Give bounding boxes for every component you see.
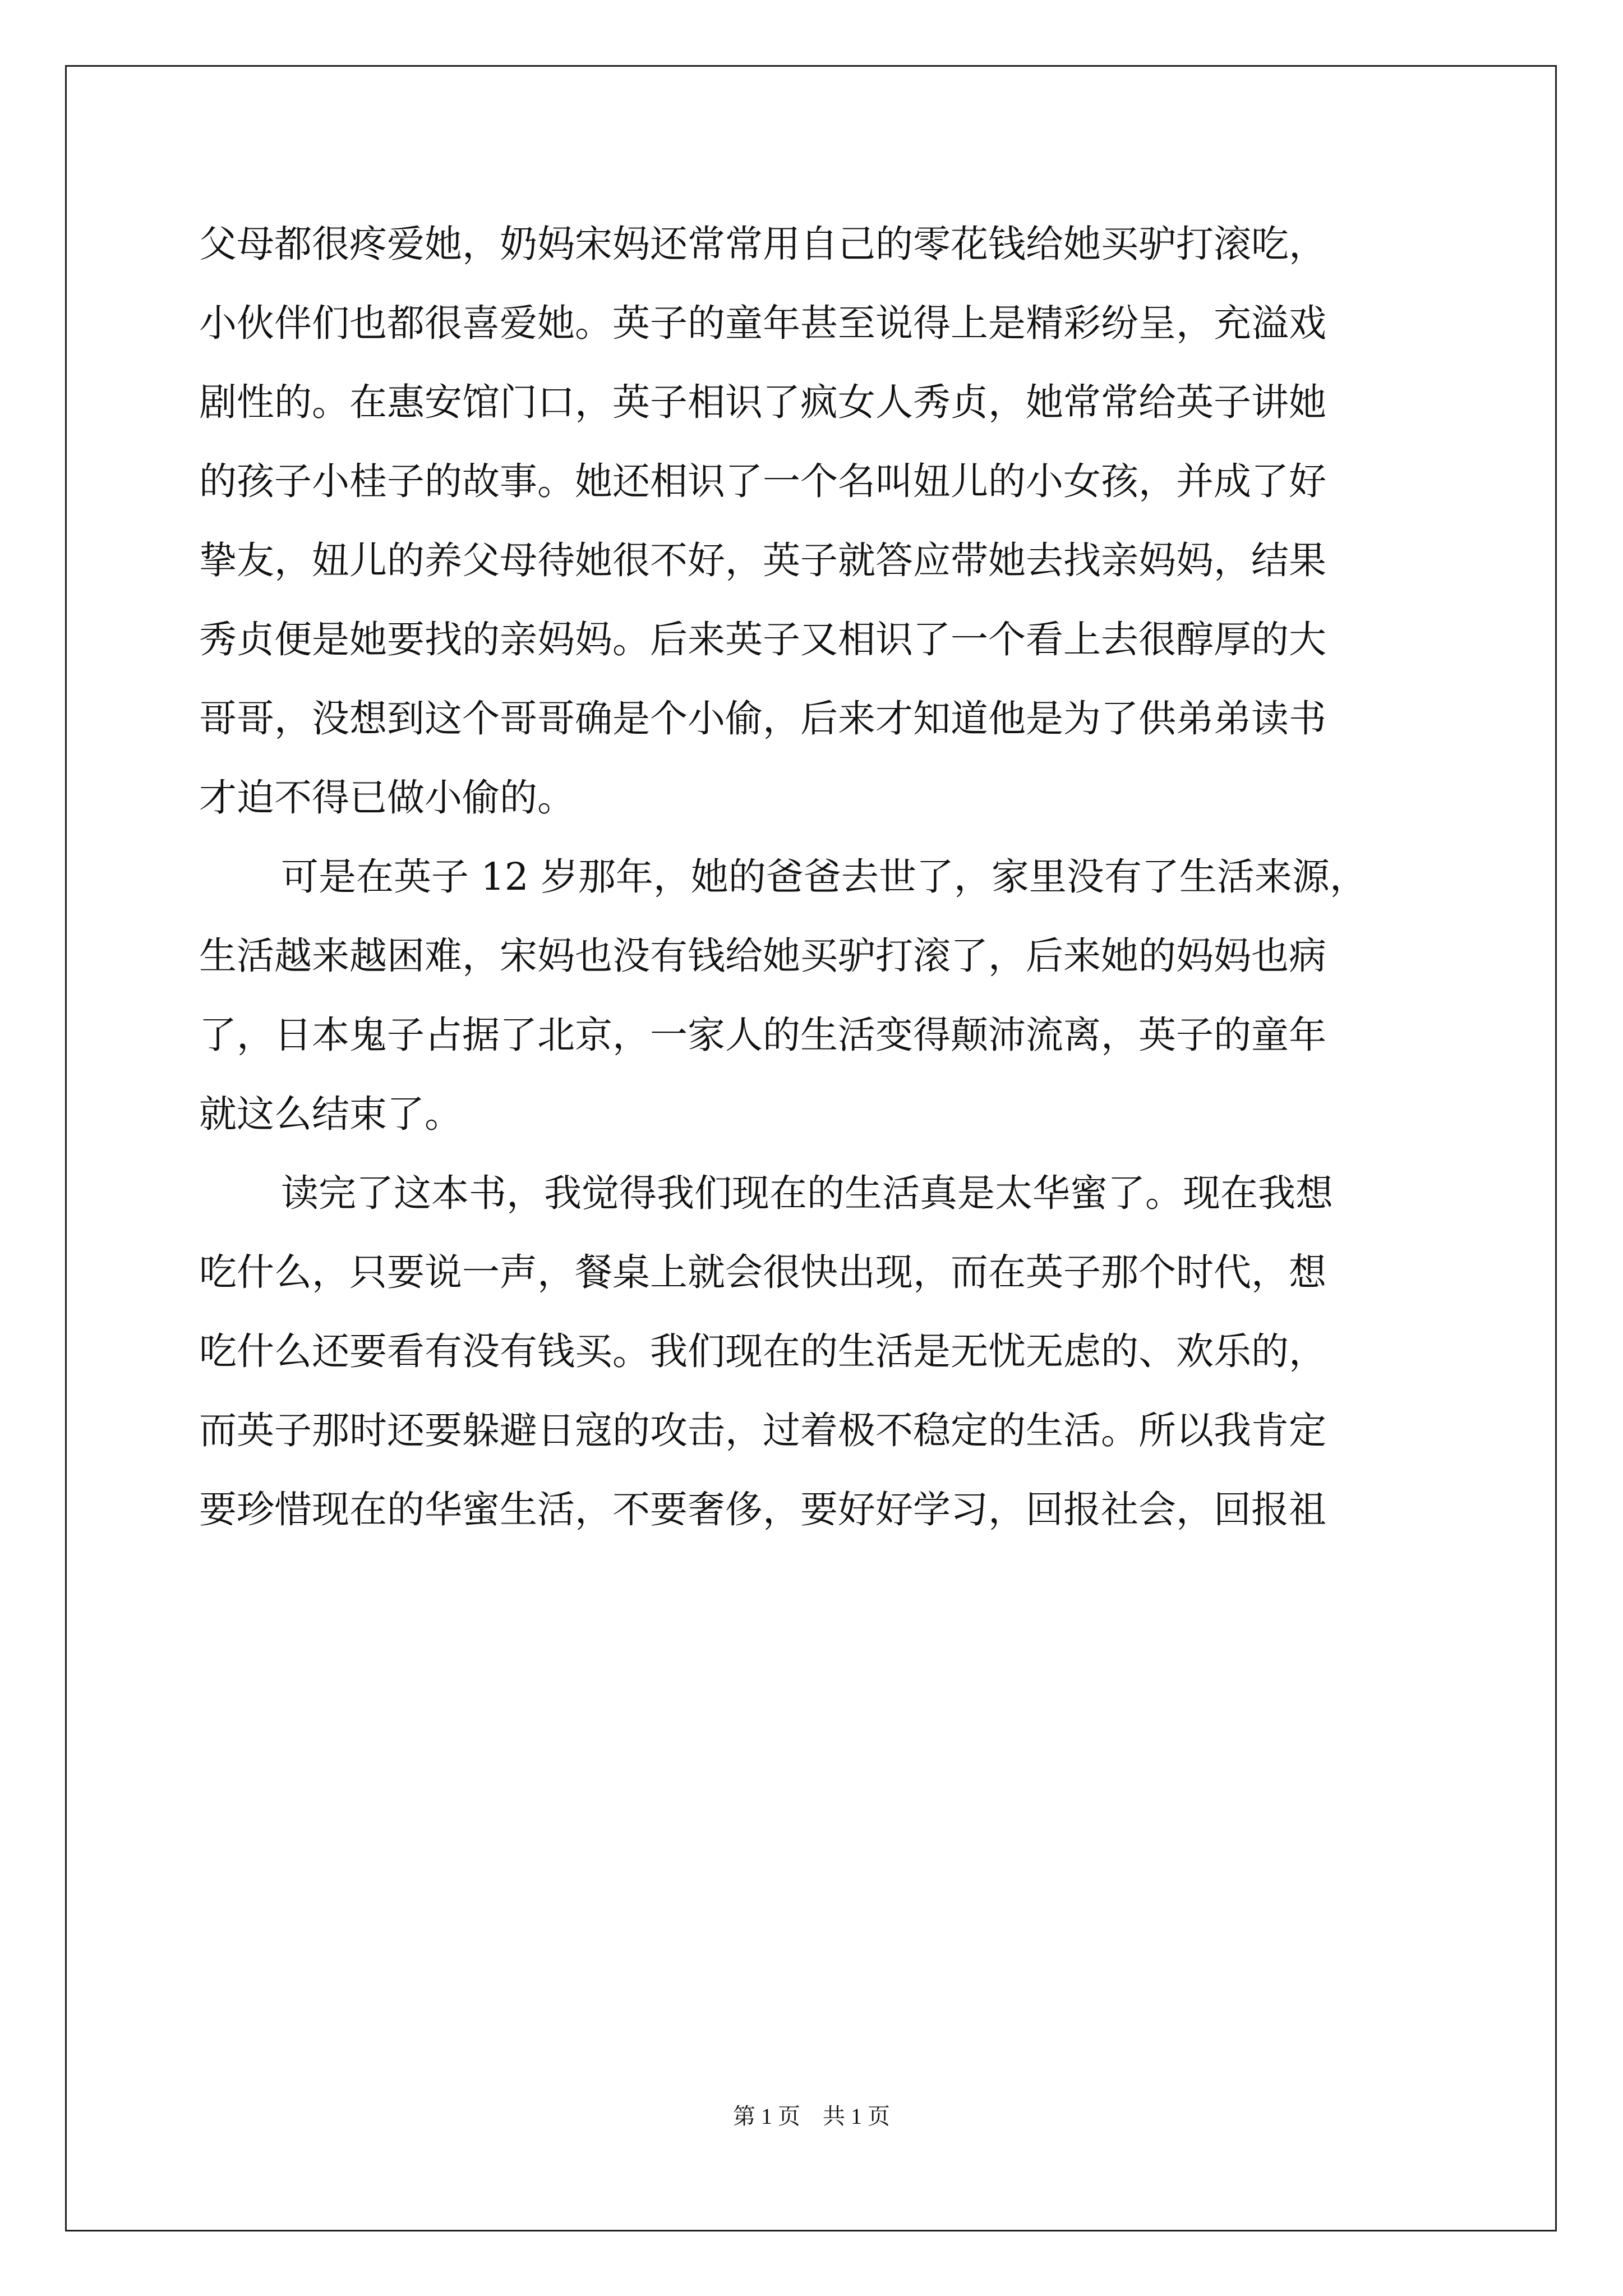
paragraph [199,838,1433,1154]
text-line: 剧性的。在惠安馆门口，英子相识了疯女人秀贞，她常常给英子讲她 [199,380,1326,424]
text-line: 吃什么，只要说一声，餐桌上就会很快出现，而在英子那个时代，想 [199,1250,1326,1294]
text-line: 生活越来越困难，宋妈也没有钱给她买驴打滚了，后来她的妈妈也病 [199,934,1326,978]
text-line: 的孩子小桂子的故事。她还相识了一个名叫妞儿的小女孩，并成了好 [199,459,1326,503]
document-body [199,205,1433,1549]
paragraph [199,1154,1433,1549]
page-footer [0,2102,1623,2131]
page-total: 共 1 页 [823,2104,890,2129]
text-line: 而英子那时还要躲避日寇的攻击，过着极不稳定的生活。所以我肯定 [199,1409,1326,1452]
text-line: 父母都很疼爱她，奶妈宋妈还常常用自己的零花钱给她买驴打滚吃， [199,222,1326,266]
text-line: 才迫不得已做小偷的。 [199,776,575,820]
text-line: 挚友，妞儿的养父母待她很不好，英子就答应带她去找亲妈妈，结果 [199,539,1326,582]
text-line: 小伙伴们也都很喜爱她。英子的童年甚至说得上是精彩纷呈，充溢戏 [199,301,1326,345]
text-line: 了，日本鬼子占据了北京，一家人的生活变得颠沛流离，英子的童年 [199,1013,1326,1057]
text-line: 读完了这本书，我觉得我们现在的生活真是太华蜜了。现在我想 [281,1171,1333,1215]
page-number: 第 1 页 [733,2104,800,2129]
text-line: 可是在英子 12 岁那年，她的爸爸去世了，家里没有了生活来源， [281,855,1367,899]
paragraph [199,205,1433,838]
text-line: 就这么结束了。 [199,1092,462,1136]
text-line: 秀贞便是她要找的亲妈妈。后来英子又相识了一个看上去很醇厚的大 [199,618,1326,661]
text-line: 哥哥，没想到这个哥哥确是个小偷，后来才知道他是为了供弟弟读书 [199,697,1326,740]
text-line: 要珍惜现在的华蜜生活，不要奢侈，要好好学习，回报社会，回报祖 [199,1488,1326,1531]
text-line: 吃什么还要看有没有钱买。我们现在的生活是无忧无虑的、欢乐的， [199,1329,1326,1373]
